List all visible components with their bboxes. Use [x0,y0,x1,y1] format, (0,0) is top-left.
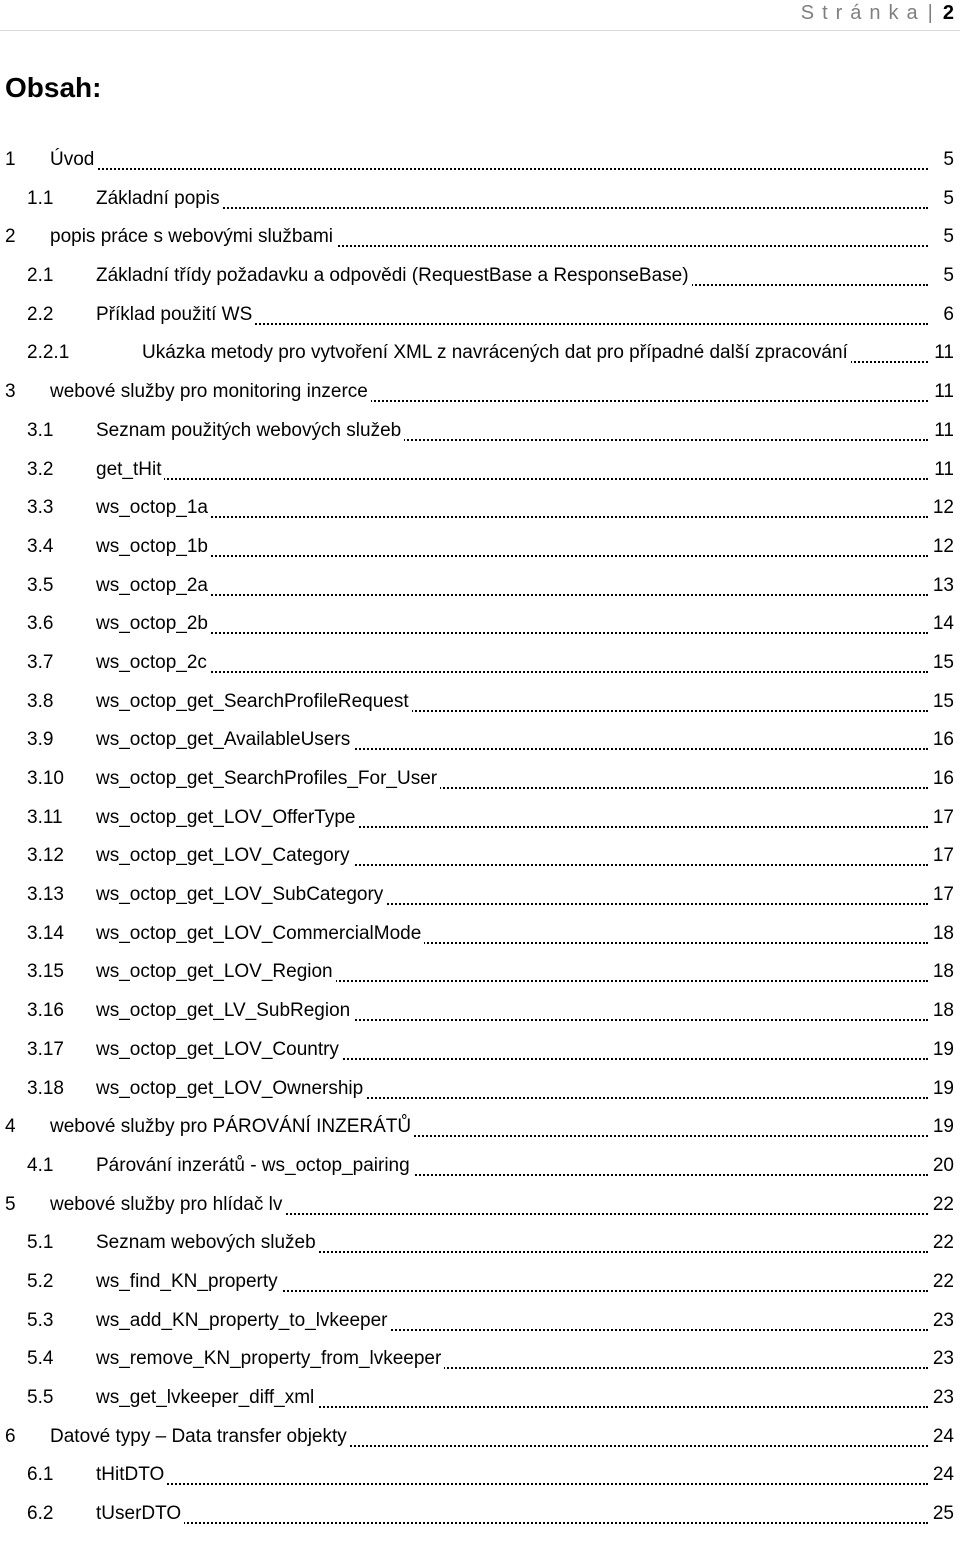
toc-entry-title: Seznam použitých webových služeb [96,420,404,442]
toc-entry-number: 3.15 [27,961,64,983]
toc-entry-page: 16 [930,768,954,790]
toc-entry-title: Datové typy – Data transfer objekty [50,1426,350,1448]
toc-entry-page: 14 [930,613,954,635]
toc-entry-page: 16 [930,729,954,751]
toc-dot-leader [96,592,928,596]
toc-entry[interactable] [0,1000,960,1039]
toc-entry-number: 6.2 [27,1503,54,1525]
toc-entry[interactable] [0,923,960,962]
toc-entry-title: ws_octop_get_LOV_OfferType [96,807,358,829]
toc-entry-title: webové služby pro PÁROVÁNÍ INZERÁTŮ [50,1116,414,1138]
toc-entry-title: ws_octop_2b [96,613,211,635]
toc-entry-page: 22 [930,1271,954,1293]
toc-entry-title: Seznam webových služeb [96,1232,319,1254]
toc-entry-page: 5 [940,226,954,248]
toc-entry[interactable] [0,265,960,304]
toc-entry-page: 11 [931,420,954,442]
toc-entry[interactable] [0,1116,960,1155]
toc-entry-page: 24 [930,1426,954,1448]
toc-entry-title: ws_octop_get_SearchProfileRequest [96,691,412,713]
toc-entry[interactable] [0,149,960,188]
toc-entry-number: 2.2.1 [27,342,70,364]
toc-entry-title: webové služby pro hlídač lv [50,1194,285,1216]
toc-entry[interactable] [0,1426,960,1465]
toc-entry-title: ws_octop_2c [96,652,210,674]
toc-entry-title: ws_octop_get_SearchProfiles_For_User [96,768,440,790]
toc-entry-title: Příklad použití WS [96,304,255,326]
toc-entry-page: 20 [930,1155,954,1177]
toc-entry-title: ws_octop_get_AvailableUsers [96,729,353,751]
toc-entry[interactable] [0,1348,960,1387]
toc-entry[interactable] [0,536,960,575]
toc-entry-number: 5 [5,1193,16,1215]
toc-entry-title: tHitDTO [96,1464,167,1486]
toc-entry[interactable] [0,1464,960,1503]
toc-entry-number: 6 [5,1425,16,1447]
toc-entry-number: 3.9 [27,729,54,751]
toc-entry-page: 23 [930,1310,954,1332]
toc-entry-title: ws_octop_1b [96,536,211,558]
toc-entry-number: 2.2 [27,303,54,325]
toc-entry[interactable] [0,1155,960,1194]
toc-entry-number: 4 [5,1116,16,1138]
toc-entry-title: ws_octop_get_LOV_SubCategory [96,884,386,906]
toc-entry[interactable] [0,961,960,1000]
toc-entry-page: 19 [930,1039,954,1061]
toc-dot-leader [96,669,928,673]
toc-entry-page: 11 [931,342,954,364]
toc-title: Obsah: [5,72,102,103]
toc-entry-page: 11 [931,381,954,403]
toc-entry[interactable] [0,304,960,343]
toc-entry[interactable] [0,1310,960,1349]
page-header-separator: | [927,1,933,24]
toc-entry[interactable] [0,652,960,691]
toc-entry-page: 19 [930,1078,954,1100]
toc-entry-number: 3.5 [27,574,54,596]
toc-entry-number: 3.18 [27,1077,64,1099]
page-header-word: Stránka [800,1,926,24]
toc-dot-leader [96,476,928,480]
toc-entry[interactable] [0,497,960,536]
toc-dot-leader [96,514,928,518]
toc-entry[interactable] [0,1194,960,1233]
toc-entry-title: ws_octop_get_LOV_Country [96,1039,342,1061]
toc-entry-title: ws_octop_get_LV_SubRegion [96,1000,353,1022]
toc-entry-title: Ukázka metody pro vytvoření XML z navrácených dat pro případné další zpracování [142,342,851,364]
page-header [801,0,954,26]
toc-entry-page: 18 [930,1000,954,1022]
toc-entry-page: 15 [930,691,954,713]
toc-dot-leader [96,553,928,557]
toc-entry-page: 19 [930,1116,954,1138]
toc-entry-page: 5 [940,149,954,171]
toc-entry[interactable] [0,459,960,498]
toc-entry-page: 5 [940,188,954,210]
toc-entry-number: 3.11 [27,806,63,828]
toc-entry[interactable] [0,729,960,768]
toc-entry-number: 3 [5,381,16,403]
toc-entry-title: Základní popis [96,188,223,210]
toc-entry-title: webové služby pro monitoring inzerce [50,381,371,403]
toc-entry-page: 18 [930,961,954,983]
toc-entry-number: 3.12 [27,845,64,867]
toc-entry[interactable] [0,691,960,730]
toc-entry-page: 17 [930,807,954,829]
toc-entry-number: 1 [5,149,16,170]
toc-entry-title: ws_octop_1a [96,497,211,519]
toc-entry-title: tUserDTO [96,1503,184,1525]
toc-entry[interactable] [0,381,960,420]
toc-entry-page: 25 [930,1503,954,1525]
toc-entry-page: 5 [940,265,954,287]
toc-entry-title: Párování inzerátů - ws_octop_pairing [96,1155,413,1177]
toc-dot-leader [96,1481,928,1485]
toc-entry-number: 3.6 [27,613,54,635]
toc-entry-number: 5.5 [27,1387,54,1408]
toc-entry-number: 5.3 [27,1309,54,1331]
toc-entry[interactable] [0,768,960,807]
toc-entry-title: ws_octop_2a [96,575,211,597]
toc-entry-title: ws_find_KN_property [96,1271,281,1293]
toc-entry-number: 2.1 [27,265,54,287]
toc-entry[interactable] [0,613,960,652]
toc-entry-number: 3.17 [27,1038,64,1060]
toc-entry-page: 13 [930,575,954,597]
toc-entry-number: 3.3 [27,497,54,519]
toc-entry-title: ws_add_KN_property_to_lvkeeper [96,1310,391,1332]
toc-entry-number: 4.1 [27,1154,54,1176]
toc-entry[interactable] [0,575,960,614]
toc-entry-title: ws_get_lvkeeper_diff_xml [96,1387,317,1409]
toc-entry-title: ws_remove_KN_property_from_lvkeeper [96,1348,444,1370]
toc-entry[interactable] [0,1387,960,1426]
toc-entry-page: 22 [930,1232,954,1254]
toc-entry-number: 3.10 [27,768,64,789]
toc-entry[interactable] [0,1503,960,1542]
toc-entry[interactable] [0,1232,960,1271]
toc-entry-page: 24 [930,1464,954,1486]
toc-entry[interactable] [0,1271,960,1310]
toc-entry-number: 5.1 [27,1232,54,1254]
toc-entry-number: 3.8 [27,690,54,712]
toc-entry-title: ws_octop_get_LOV_Ownership [96,1078,366,1100]
page-number: 2 [942,1,954,24]
toc-entry-page: 15 [930,652,954,674]
toc-entry[interactable] [0,1039,960,1078]
header-rule [0,30,960,31]
toc-entry-page: 23 [930,1387,954,1409]
toc-entry-page: 18 [930,923,954,945]
table-of-contents [0,149,960,1542]
toc-entry[interactable] [0,884,960,923]
toc-entry[interactable] [0,226,960,265]
toc-entry-title: ws_octop_get_LOV_CommercialMode [96,923,424,945]
toc-entry[interactable] [0,845,960,884]
toc-dot-leader [96,630,928,634]
toc-entry[interactable] [0,188,960,227]
toc-entry-number: 3.4 [27,535,54,557]
toc-entry[interactable] [0,420,960,459]
toc-entry-number: 3.14 [27,922,64,944]
toc-entry-number: 3.16 [27,1000,64,1022]
toc-entry-page: 17 [930,884,954,906]
toc-entry-page: 12 [930,497,954,519]
toc-entry-title: Úvod [50,149,97,171]
toc-entry-page: 6 [940,304,954,326]
toc-entry-page: 12 [930,536,954,558]
toc-entry-title: ws_octop_get_LOV_Category [96,845,353,867]
toc-entry-number: 3.2 [27,458,54,480]
toc-entry-number: 3.13 [27,884,64,906]
toc-entry-number: 5.4 [27,1348,54,1370]
toc-entry[interactable] [0,807,960,846]
toc-entry-page: 22 [930,1194,954,1216]
toc-entry-number: 1.1 [27,187,54,209]
toc-entry-number: 6.1 [27,1464,54,1486]
toc-entry-title: Základní třídy požadavku a odpovědi (RequestBase a ResponseBase) [96,265,692,287]
toc-entry-number: 5.2 [27,1270,54,1292]
toc-entry-title: popis práce s webovými službami [50,226,336,248]
toc-entry-page: 17 [930,845,954,867]
toc-entry-page: 23 [930,1348,954,1370]
toc-entry[interactable] [0,1078,960,1117]
toc-entry[interactable] [0,342,960,381]
toc-entry-title: ws_octop_get_LOV_Region [96,961,336,983]
toc-entry-page: 11 [931,459,954,481]
toc-entry-number: 3.1 [27,419,54,441]
toc-entry-number: 3.7 [27,651,54,673]
toc-dot-leader [50,166,928,170]
toc-entry-number: 2 [5,226,16,248]
toc-dot-leader [96,1520,928,1524]
toc-entry-title: get_tHit [96,459,164,481]
